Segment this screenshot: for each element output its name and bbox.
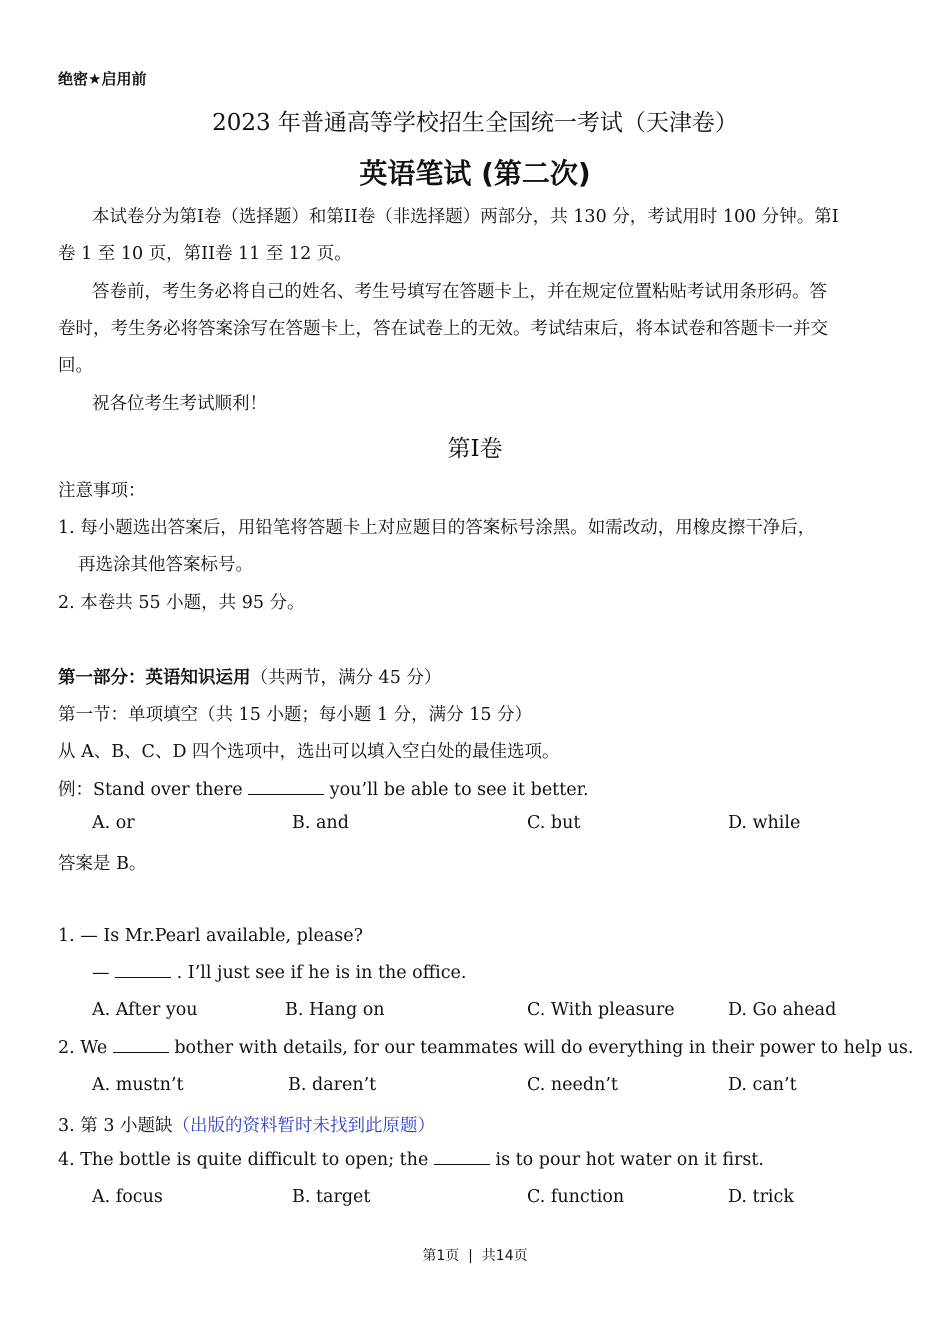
q1-option-d: D. Go ahead	[728, 1000, 837, 1020]
note-1-line-2: 再选涂其他答案标号。	[78, 555, 253, 575]
example-option-a: A. or	[92, 813, 135, 833]
example-option-b: B. and	[292, 813, 349, 833]
question-3	[58, 1112, 435, 1137]
q2-blank	[113, 1038, 169, 1053]
question-1-line-1: 1. — Is Mr.Pearl available, please?	[58, 926, 363, 946]
example-question	[58, 776, 589, 801]
intro-line-3: 答卷前，考生务必将自己的姓名、考生号填写在答题卡上，并在规定位置粘贴考试用条形码。答	[92, 282, 827, 302]
section-instruction: 从 A、B、C、D 四个选项中，选出可以填入空白处的最佳选项。	[58, 742, 560, 762]
volume-title: 第I卷	[447, 436, 503, 462]
q2-option-b: B. daren’t	[288, 1075, 377, 1095]
q2-option-c: C. needn’t	[527, 1075, 618, 1095]
q4-option-a: A. focus	[92, 1187, 163, 1207]
note-2: 2. 本卷共 55 小题，共 95 分。	[58, 593, 305, 613]
q1-suffix: . I’ll just see if he is in the office.	[176, 963, 467, 983]
section-1-heading: 第一节：单项填空（共 15 小题；每小题 1 分，满分 15 分）	[58, 705, 533, 725]
good-luck-text: 祝各位考生考试顺利！	[92, 394, 267, 414]
q4-option-c: C. function	[527, 1187, 625, 1207]
q4-option-d: D. trick	[728, 1187, 794, 1207]
question-1-line-2	[92, 963, 466, 983]
q4-prefix: 4. The bottle is quite difficult to open; the	[58, 1150, 429, 1170]
q1-option-a: A. After you	[92, 1000, 198, 1020]
intro-line-1: 本试卷分为第I卷（选择题）和第II卷（非选择题）两部分，共 130 分，考试用时 100 分钟。第I	[92, 207, 839, 227]
q1-blank	[115, 963, 171, 978]
intro-line-4: 卷时，考生务必将答案涂写在答题卡上，答在试卷上的无效。考试结束后，将本试卷和答题卡一并交	[58, 319, 828, 339]
q4-suffix: is to pour hot water on it first.	[495, 1150, 764, 1170]
part-1-heading	[58, 664, 441, 689]
q2-suffix: bother with details, for our teammates will do everything in their power to help us.	[174, 1038, 914, 1058]
q4-blank	[434, 1150, 490, 1165]
example-option-c: C. but	[527, 813, 581, 833]
intro-line-5: 回。	[58, 356, 93, 376]
confidential-label: 绝密★启用前	[58, 70, 147, 88]
q2-prefix: 2. We	[58, 1038, 108, 1058]
q4-option-b: B. target	[292, 1187, 371, 1207]
q2-option-d: D. can’t	[728, 1075, 797, 1095]
note-1-line-1: 1. 每小题选出答案后，用铅笔将答题卡上对应题目的答案标号涂黑。如需改动，用橡皮擦干净后，	[58, 518, 816, 538]
example-prefix: 例：Stand over there	[58, 780, 243, 800]
q3-text: 3. 第 3 小题缺	[58, 1116, 173, 1136]
example-option-d: D. while	[728, 813, 801, 833]
part-1-heading-bold: 第一部分：英语知识运用	[58, 668, 251, 688]
q1-option-c: C. With pleasure	[527, 1000, 675, 1020]
q2-option-a: A. mustn’t	[92, 1075, 184, 1095]
question-2	[58, 1038, 913, 1058]
q3-note: （出版的资料暂时未找到此原题）	[172, 1116, 436, 1136]
subject-title: 英语笔试 (第二次)	[359, 157, 591, 190]
intro-line-2: 卷 1 至 10 页，第II卷 11 至 12 页。	[58, 244, 352, 264]
notes-heading: 注意事项：	[58, 481, 146, 501]
part-1-heading-rest: （共两节，满分 45 分）	[250, 668, 442, 688]
question-4	[58, 1150, 764, 1170]
example-blank	[248, 780, 324, 795]
q1-option-b: B. Hang on	[285, 1000, 385, 1020]
page-number: 第1页 | 共14页	[422, 1248, 528, 1264]
exam-title: 2023 年普通高等学校招生全国统一考试（天津卷）	[212, 110, 738, 136]
q1-dash: —	[92, 963, 110, 983]
example-suffix: you’ll be able to see it better.	[329, 780, 589, 800]
example-answer: 答案是 B。	[58, 854, 147, 874]
